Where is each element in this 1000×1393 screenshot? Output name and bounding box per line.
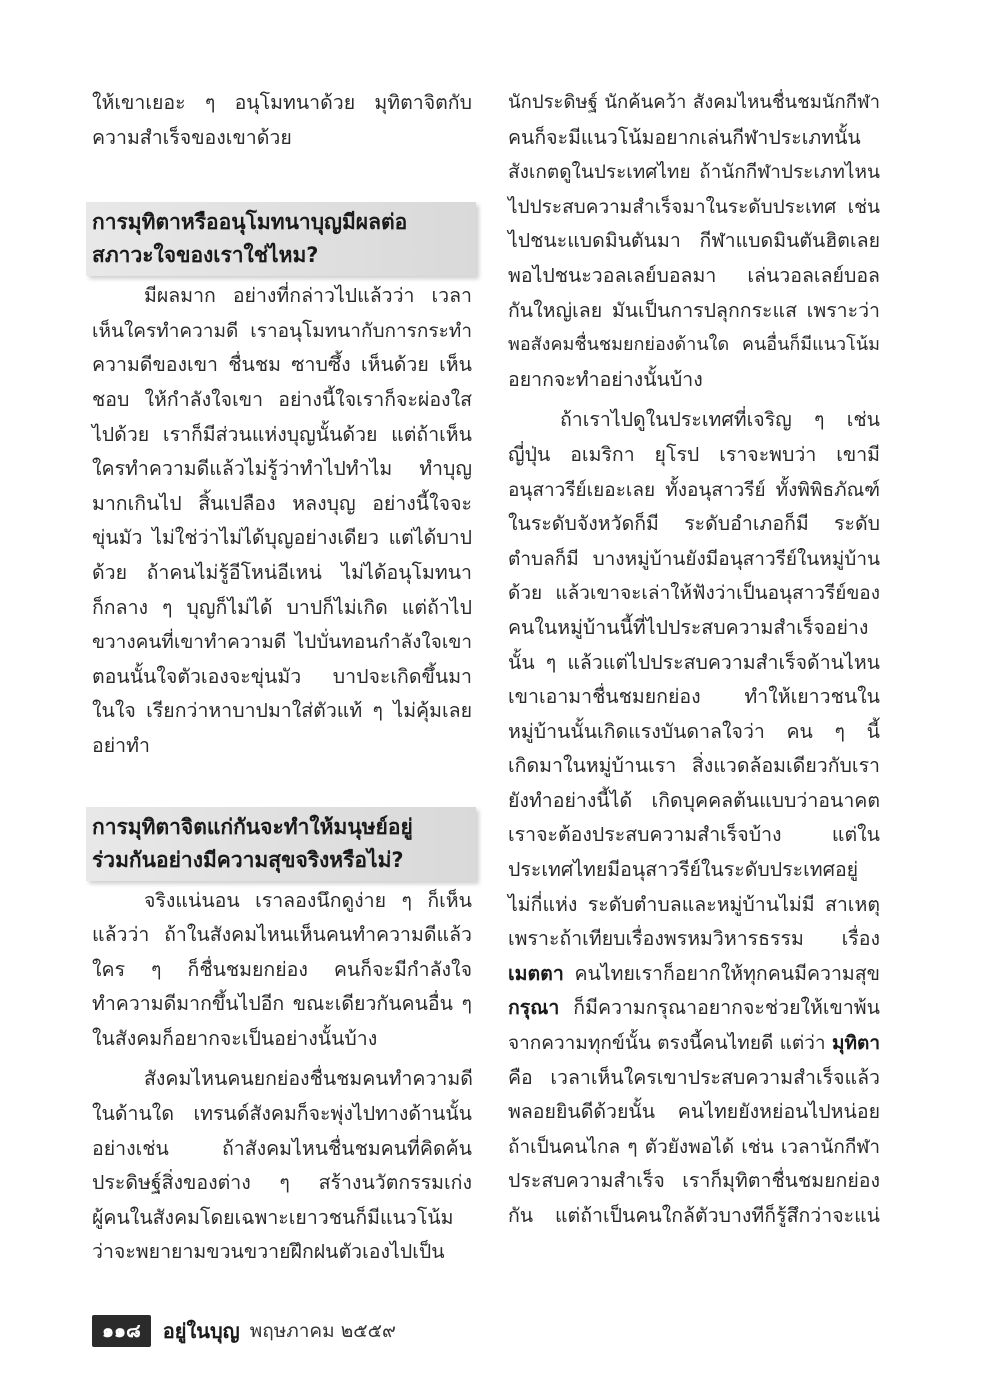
issue-date: พฤษภาคม ๒๕๕๙ <box>249 1320 396 1342</box>
text-line: ทำความดีมากขึ้นไปอีก ขณะเดียวกันคนอื่น ๆ <box>92 992 472 1016</box>
text-line: ผู้คนในสังคมโดยเฉพาะเยาวชนก็มีแนวโน้ม <box>92 1205 454 1229</box>
text-line: ถ้าเราไปดูในประเทศที่เจริญ ๆ เช่น <box>560 408 880 432</box>
text-line: ตำบลก็มี บางหมู่บ้านยังมีอนุสาวรีย์ในหมู่บ้าน <box>508 547 880 570</box>
text-line: อนุสาวรีย์เยอะเลย ทั้งอนุสาวรีย์ ทั้งพิพิธภัณฑ์ <box>508 478 880 501</box>
text-line: ขวางคนที่เขาทำความดี ไปบั่นทอนกำลังใจเขา <box>92 631 472 654</box>
text-span: คนไทยเราก็อยากให้ทุกคนมีความสุข <box>563 961 880 985</box>
text-line: ไปชนะแบดมินตันมา กีฬาแบดมินตันฮิตเลย <box>508 229 880 253</box>
text-line: ประดิษฐ์สิ่งของต่าง ๆ สร้างนวัตกรรมเก่ง <box>92 1171 472 1195</box>
text-line: ใคร ๆ ก็ชื่นชมยกย่อง คนก็จะมีกำลังใจ <box>92 957 472 981</box>
text-line: มีผลมาก อย่างที่กล่าวไปแล้วว่า เวลา <box>144 284 472 308</box>
text-line: เราจะต้องประสบความสำเร็จบ้าง แต่ใน <box>508 823 880 847</box>
text-line: ด้วย แล้วเขาจะเล่าให้ฟังว่าเป็นอนุสาวรีย์ของ <box>508 582 880 605</box>
text-line: ในสังคมก็อยากจะเป็นอย่างนั้นบ้าง <box>92 1026 378 1050</box>
text-line: กัน แต่ถ้าเป็นคนใกล้ตัวบางทีก็รู้สึกว่าจะแน่ <box>508 1204 880 1227</box>
text-line: ถ้าเป็นคนไกล ๆ ตัวยังพอได้ เช่น เวลานักกีฬา <box>508 1135 880 1158</box>
text-line: พลอยยินดีด้วยนั้น คนไทยยังหย่อนไปหน่อย <box>508 1100 880 1124</box>
text-line: ให้เขาเยอะ ๆ อนุโมทนาด้วย มุทิตาจิตกับ <box>92 91 472 114</box>
left-column <box>92 86 472 1270</box>
text-line: สังคมไหนคนยกย่องชื่นชมคนทำความดี <box>144 1067 473 1091</box>
text-line: นักประดิษฐ์ นักค้นคว้า สังคมไหนชื่นชมนักกีฬา <box>508 92 880 113</box>
text-line: พอสังคมชื่นชมยกย่องด้านใด คนอื่นก็มีแนวโน้ม <box>508 334 880 356</box>
text-line: จริงแน่นอน เราลองนึกดูง่าย ๆ ก็เห็น <box>144 888 472 912</box>
text-line: ก็กลาง ๆ บุญก็ไม่ได้ บาปก็ไม่เกิด แต่ถ้าไป <box>92 595 472 619</box>
text-line: คนก็จะมีแนวโน้มอยากเล่นกีฬาประเภทนั้น <box>508 125 861 149</box>
heading-line: การมุทิตาจิตแก่กันจะทำให้มนุษย์อยู่ <box>92 814 413 839</box>
text-line: ในใจ เรียกว่าหาบาปมาใส่ตัวแท้ ๆ ไม่คุ้มเลย <box>92 699 472 723</box>
text-line: ยังทำอย่างนี้ได้ เกิดบุคคลต้นแบบว่าอนาคต <box>508 788 880 812</box>
heading-line: การมุทิตาหรืออนุโมทนาบุญมีผลต่อ <box>92 210 408 235</box>
text-line: คือ เวลาเห็นใครเขาประสบความสำเร็จแล้ว <box>508 1065 880 1089</box>
section-heading-1 <box>86 202 476 276</box>
text-line: นั้น ๆ แล้วแต่ไปประสบความสำเร็จด้านไหน <box>508 650 880 674</box>
text-line: ชอบ ให้กำลังใจเขา อย่างนี้ใจเราก็จะผ่องใส <box>92 387 472 411</box>
term-mudita: มุทิตา <box>831 1032 880 1055</box>
text-line: มากเกินไป สิ้นเปลือง หลงบุญ อย่างนี้ใจจะ <box>92 491 472 515</box>
text-line: สังเกตดูในประเทศไทย ถ้านักกีฬาประเภทไหน <box>508 161 880 184</box>
text-line: เพราะถ้าเทียบเรื่องพรหมวิหารธรรม เรื่อง <box>508 927 880 951</box>
text-line: แล้วว่า ถ้าในสังคมไหนเห็นคนทำความดีแล้ว <box>92 923 472 947</box>
text-line: เขาเอามาชื่นชมยกย่อง ทำให้เยาวชนใน <box>508 685 880 709</box>
text-line: ไปด้วย เราก็มีส่วนแห่งบุญนั้นด้วย แต่ถ้าเห็น <box>92 422 472 446</box>
text-line-metta <box>508 957 880 992</box>
page-footer <box>92 1314 396 1348</box>
right-column <box>508 86 880 1234</box>
text-line: กันใหญ่เลย มันเป็นการปลุกกระแส เพราะว่า <box>508 298 880 322</box>
section-heading-2 <box>86 807 476 881</box>
text-line: อย่างเช่น ถ้าสังคมไหนชื่นชมคนที่คิดค้น <box>92 1136 472 1160</box>
heading-line: สภาวะใจของเราใช่ไหม? <box>92 243 319 268</box>
text-line: ประสบความสำเร็จ เราก็มุทิตาชื่นชมยกย่อง <box>508 1169 880 1193</box>
text-span: ก็มีความกรุณาอยากจะช่วยให้เขาพ้น <box>559 996 880 1020</box>
text-line: ไปประสบความสำเร็จมาในระดับประเทศ เช่น <box>508 195 880 218</box>
text-line: ในด้านใด เทรนด์สังคมก็จะพุ่งไปทางด้านนั้น <box>92 1102 472 1126</box>
text-line: ไม่กี่แห่ง ระดับตำบลและหมู่บ้านไม่มี สาเหตุ <box>508 892 880 916</box>
text-line: เห็นใครทำความดี เราอนุโมทนากับการกระทำ <box>92 319 472 342</box>
magazine-title: อยู่ในบุญ <box>162 1319 240 1343</box>
text-line: ความสำเร็จของเขาด้วย <box>92 125 292 149</box>
text-span: จากความทุกข์นั้น ตรงนี้คนไทยดี แต่ว่า <box>508 1032 832 1055</box>
text-line: ตอนนั้นใจตัวเองจะขุ่นมัว บาปจะเกิดขึ้นมา <box>92 664 472 688</box>
page-number: ๑๑๘ <box>92 1315 151 1347</box>
text-line-mudita <box>508 1026 880 1061</box>
text-line: ความดีของเขา ชื่นชม ซาบซึ้ง เห็นด้วย เห็น <box>92 353 472 377</box>
term-metta: เมตตา <box>508 961 564 985</box>
heading-line: ร่วมกันอย่างมีความสุขจริงหรือไม่? <box>92 847 404 872</box>
text-line: ญี่ปุ่น อเมริกา ยุโรป เราจะพบว่า เขามี <box>508 442 880 466</box>
text-line: เกิดมาในหมู่บ้านเรา สิ่งแวดล้อมเดียวกับเรา <box>508 754 880 778</box>
text-line: ใครทำความดีแล้วไม่รู้ว่าทำไปทำไม ทำบุญ <box>92 457 472 481</box>
term-karuna: กรุณา <box>508 996 560 1020</box>
text-line: ในระดับจังหวัดก็มี ระดับอำเภอก็มี ระดับ <box>508 512 880 536</box>
text-line: ประเทศไทยมีอนุสาวรีย์ในระดับประเทศอยู่ <box>508 858 859 882</box>
text-line: อยากจะทำอย่างนั้นบ้าง <box>508 367 703 391</box>
text-line: ขุ่นมัว ไม่ใช่ว่าไม่ได้บุญอย่างเดียว แต่ได้บาป <box>92 526 472 550</box>
text-line: พอไปชนะวอลเลย์บอลมา เล่นวอลเลย์บอล <box>508 263 880 287</box>
text-line-karuna <box>508 991 880 1026</box>
text-line: ด้วย ถ้าคนไม่รู้อีโหน่อีเหน่ ไม่ได้อนุโมทนา <box>92 560 472 584</box>
text-line: คนในหมู่บ้านนี้ที่ไปประสบความสำเร็จอย่าง <box>508 615 869 639</box>
text-line: ว่าจะพยายามขวนขวายฝึกฝนตัวเองไปเป็น <box>92 1240 445 1264</box>
text-line: หมู่บ้านนั้นเกิดแรงบันดาลใจว่า คน ๆ นี้ <box>508 719 880 743</box>
text-line: อย่าทำ <box>92 733 150 757</box>
